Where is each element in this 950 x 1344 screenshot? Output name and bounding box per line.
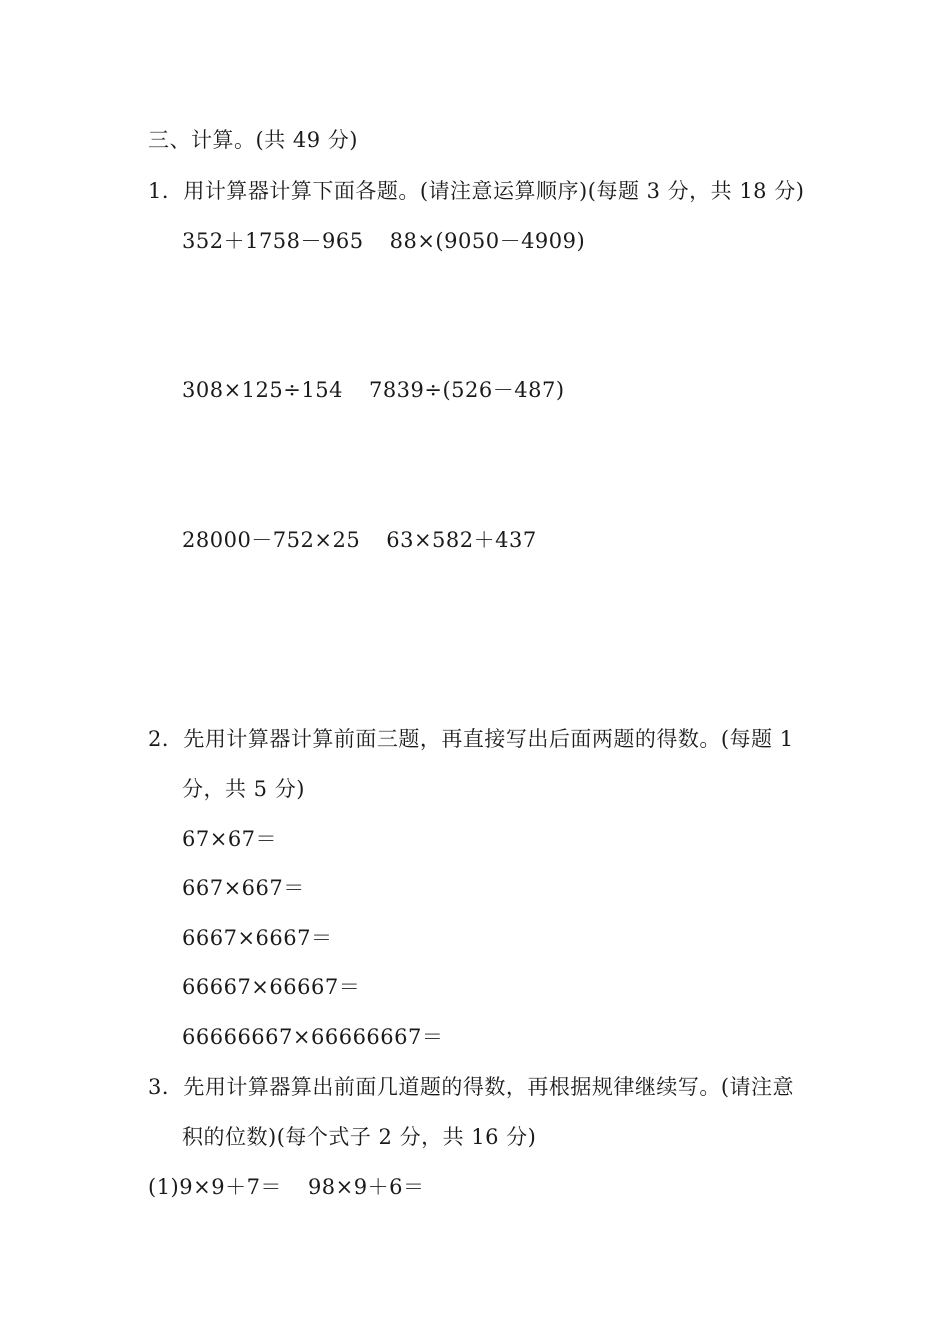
expression: 352＋1758－965 <box>182 229 364 253</box>
question-2-stem-line-1: 2．先用计算器计算前面三题，再直接写出后面两题的得数。(每题 1 <box>148 727 794 751</box>
expression: 308×125÷154 <box>182 378 343 402</box>
question-3-stem-line-2: 积的位数)(每个式子 2 分，共 16 分) <box>182 1125 537 1149</box>
question-3-stem-line-1: 3．先用计算器算出前面几道题的得数，再根据规律继续写。(请注意 <box>148 1075 795 1099</box>
question-3-sub-1 <box>148 1173 424 1201</box>
expression: (1)9×9＋7＝ <box>148 1175 282 1199</box>
section-title: 三、计算。(共 49 分) <box>148 128 358 152</box>
question-1-row-1 <box>182 227 585 255</box>
question-1-row-3 <box>182 526 537 554</box>
question-1-stem: 1．用计算器计算下面各题。(请注意运算顺序)(每题 3 分，共 18 分) <box>148 179 805 203</box>
question-2-item: 6667×6667＝ <box>182 926 333 950</box>
question-1-row-2 <box>182 376 565 404</box>
expression: 98×9＋6＝ <box>307 1175 425 1199</box>
question-2-item: 67×67＝ <box>182 827 278 851</box>
question-2-item: 66666667×66666667＝ <box>182 1025 444 1049</box>
expression: 88×(9050－4909) <box>389 229 586 253</box>
question-2-item: 66667×66667＝ <box>182 975 361 999</box>
question-2-item: 667×667＝ <box>182 876 305 900</box>
expression: 28000－752×25 <box>182 528 361 552</box>
expression: 7839÷(526－487) <box>368 378 565 402</box>
expression: 63×582＋437 <box>386 528 537 552</box>
question-2-stem-line-2: 分，共 5 分) <box>182 777 305 801</box>
